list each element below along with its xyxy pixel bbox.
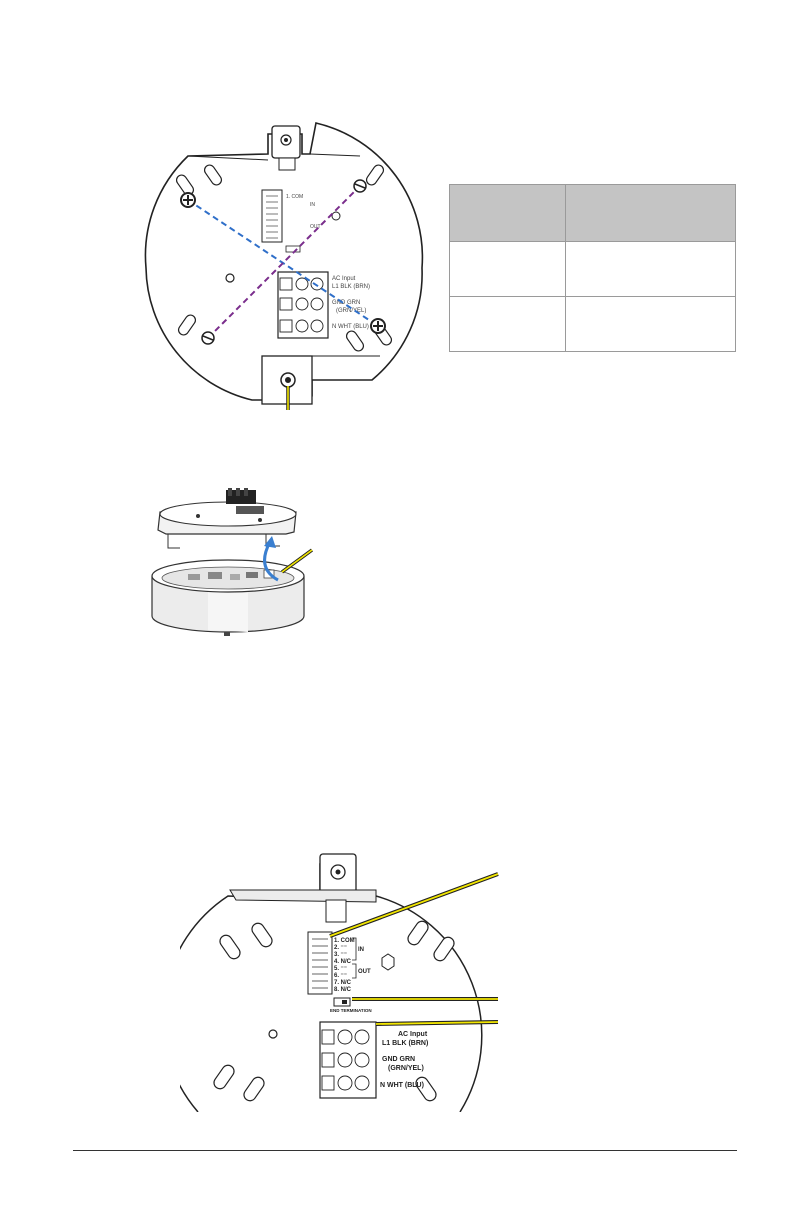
in-label: IN — [358, 947, 364, 953]
table-cell — [566, 242, 736, 297]
screw-head-icon — [354, 180, 366, 192]
fig1-label-in: IN — [310, 202, 315, 208]
terminal-label: 1. COM — [334, 938, 355, 944]
fig1-label-ac-input: AC Input — [332, 276, 356, 282]
ac-terminal-block — [320, 1022, 376, 1098]
fig1-label-com: 1. COM — [286, 194, 304, 200]
table-header-cell — [566, 185, 736, 242]
mounting-plate-lifted — [158, 488, 296, 548]
low-voltage-terminal-block — [308, 932, 332, 994]
terminal-label: 5. ⁻⁻ — [334, 966, 348, 972]
gnd-label-2: (GRN/YEL) — [388, 1065, 424, 1072]
end-termination-label: END TERMINATION — [330, 1008, 372, 1013]
detector-housing — [152, 560, 304, 636]
terminal-label: 2. ⁻⁻ — [334, 945, 348, 951]
fig1-label-out: OUT — [310, 224, 321, 230]
fig1-label-n: N WHT (BLU) — [332, 324, 369, 330]
yellow-leader-line — [376, 1022, 498, 1024]
table-cell — [566, 297, 736, 352]
table-row — [450, 242, 736, 297]
terminal-label: 8. N/C — [334, 987, 352, 993]
screw-icon — [371, 319, 385, 333]
screw-icon — [181, 193, 195, 207]
gnd-label: GND GRN — [382, 1056, 416, 1063]
table-header-cell — [450, 185, 566, 242]
terminal-label: 6. ⁻⁻ — [334, 973, 348, 979]
low-voltage-terminal-block — [262, 190, 282, 242]
wiring-table — [449, 184, 736, 352]
n-label: N WHT (BLU) — [380, 1082, 424, 1089]
footer-rule — [73, 1150, 737, 1151]
ac-input-label: AC Input — [398, 1031, 428, 1038]
table-row — [450, 297, 736, 352]
fig1-label-l1: L1 BLK (BRN) — [332, 284, 371, 290]
terminal-label: 4. N/C — [334, 959, 352, 965]
detector-assembly-figure — [148, 486, 318, 646]
fig1-label-gnd: GND GRN — [332, 300, 361, 306]
terminal-label: 7. N/C — [334, 980, 352, 986]
l1-label: L1 BLK (BRN) — [382, 1040, 429, 1047]
wiring-plate-closeup-figure — [180, 850, 500, 1112]
table-cell — [450, 297, 566, 352]
table-header-row — [450, 185, 736, 242]
mounting-plate-figure — [140, 118, 430, 413]
fig1-label-gnd2: (GRN/YEL) — [336, 308, 367, 314]
terminal-label: 3. ⁻⁻ — [334, 952, 348, 958]
out-label: OUT — [358, 969, 371, 975]
screw-head-icon — [202, 332, 214, 344]
table-cell — [450, 242, 566, 297]
ac-terminal-block — [278, 272, 328, 338]
